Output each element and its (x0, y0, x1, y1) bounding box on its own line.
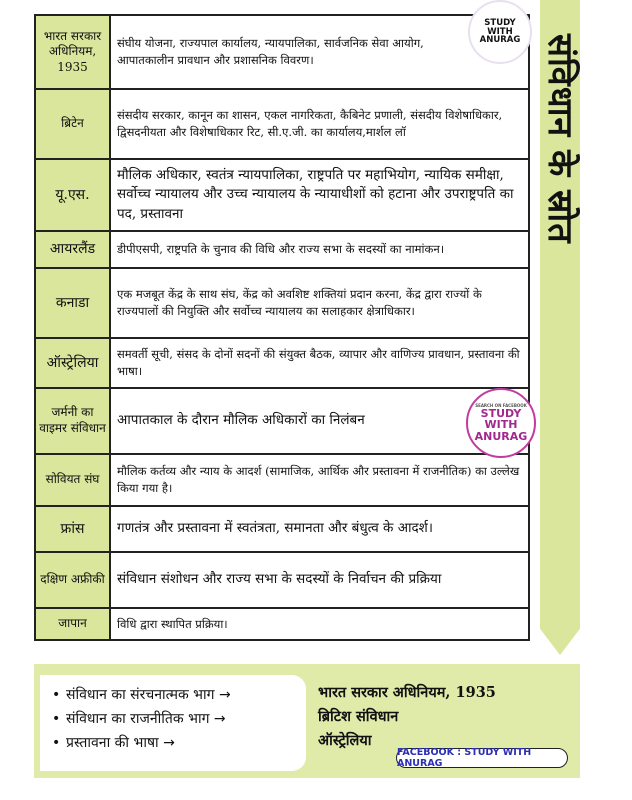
logo-text: ANURAG (474, 429, 528, 443)
bullet-icon: • (52, 735, 61, 751)
country-cell: ऑस्ट्रेलिया (36, 339, 111, 387)
sources-table (34, 14, 530, 641)
description-cell: आपातकाल के दौरान मौलिक अधिकारों का निलंबन (117, 412, 365, 429)
country-cell: भारत सरकार अधिनियम, 1935 (36, 16, 111, 88)
study-with-anurag-logo (468, 0, 532, 64)
country-cell: जापान (36, 609, 111, 639)
study-with-anurag-watermark-logo (466, 388, 536, 458)
table-row (36, 16, 528, 88)
logo-text: WITH (484, 418, 518, 432)
table-row (36, 551, 528, 607)
description-cell: संघीय योजना, राज्यपाल कार्यालय, न्यायपालिका, सार्वजनिक सेवा आयोग, आपातकालीन प्रावधान और प्रशासनिक विवरण। (117, 36, 424, 67)
logo-text: WITH (487, 26, 513, 37)
logo-text: ANURAG (479, 35, 521, 46)
country-cell: यू.एस. (36, 160, 111, 230)
facebook-badge[interactable]: FACEBOOK : STUDY WITH ANURAG (396, 748, 568, 768)
list-item (52, 707, 296, 731)
description-cell: गणतंत्र और प्रस्तावना में स्वतंत्रता, समानता और बंधुत्व के आदर्श। (117, 520, 433, 537)
country-cell: कनाडा (36, 269, 111, 337)
country-cell: आयरलैंड (36, 232, 111, 267)
country-cell: दक्षिण अफ्रीकी (36, 553, 111, 607)
bullet-icon: • (52, 711, 61, 727)
bullet-icon: • (52, 687, 61, 703)
summary-label: संविधान का संरचनात्मक भाग → (66, 687, 231, 703)
country-cell: जर्मनी का वाइमर संविधान (36, 389, 111, 453)
summary-answer: ब्रिटिश संविधान (318, 708, 399, 725)
country-cell: फ्रांस (36, 507, 111, 551)
table-row (36, 337, 528, 387)
description-cell: मौलिक अधिकार, स्वतंत्र न्यायपालिका, राष्ट्रपति पर महाभियोग, न्यायिक समीक्षा, सर्वोच्च न्यायालय और उच्च न्यायालय के न्यायाधीशों को हटाना और उपराष्ट्रपति का पद, प्रस्तावना (117, 166, 514, 222)
logo-text: STUDY (484, 17, 516, 28)
table-row (36, 88, 528, 158)
summary-answer: ऑस्ट्रेलिया (318, 732, 372, 749)
list-item (52, 683, 296, 707)
table-row (36, 158, 528, 230)
country-cell: ब्रिटेन (36, 90, 111, 158)
description-cell: संसदीय सरकार, कानून का शासन, एकल नागरिकता, कैबिनेट प्रणाली, संसदीय विशेषाधिकार, द्विसदनीयता और विशेषाधिकार रिट, सी.ए.जी. का कार्यालय,मार्शल लॉ (117, 108, 503, 139)
description-cell: एक मजबूत केंद्र के साथ संघ, केंद्र को अवशिष्ट शक्तियां प्रदान करना, केंद्र द्वारा राज्यों के राज्यपालों की नियुक्ति और सर्वोच्च न्यायालय का सलाहकार क्षेत्राधिकार। (117, 287, 482, 318)
summary-answers (318, 681, 568, 753)
table-row (36, 387, 528, 453)
summary-label: संविधान का राजनीतिक भाग → (66, 711, 226, 727)
description-cell: समवर्ती सूची, संसद के दोनों सदनों की संयुक्त बैठक, व्यापार और वाणिज्य प्रावधान, प्रस्तावना की भाषा। (117, 347, 520, 378)
description-cell: मौलिक कर्तव्य और न्याय के आदर्श (सामाजिक, आर्थिक और प्रस्तावना में राजनीतिक) का उल्लेख किया गया है। (117, 464, 520, 495)
logo-subtext: SEARCH ON FACEBOOK (475, 402, 527, 408)
list-item (52, 731, 296, 755)
summary-answer: भारत सरकार अधिनियम, 1935 (318, 684, 496, 701)
description-cell: डीपीएसपी, राष्ट्रपति के चुनाव की विधि और राज्य सभा के सदस्यों का नामांकन। (117, 242, 445, 257)
table-row (36, 230, 528, 267)
description-cell: विधि द्वारा स्थापित प्रक्रिया। (117, 616, 228, 631)
description-cell: संविधान संशोधन और राज्य सभा के सदस्यों के निर्वाचन की प्रक्रिया (117, 571, 442, 588)
page-title: संविधान के स्रोत (540, 34, 580, 244)
summary-list (40, 675, 306, 771)
summary-label: प्रस्तावना की भाषा → (66, 735, 175, 751)
table-row (36, 267, 528, 337)
table-row (36, 453, 528, 505)
table-row (36, 505, 528, 551)
country-cell: सोवियत संघ (36, 455, 111, 505)
logo-text: STUDY (480, 406, 522, 420)
table-row (36, 607, 528, 639)
